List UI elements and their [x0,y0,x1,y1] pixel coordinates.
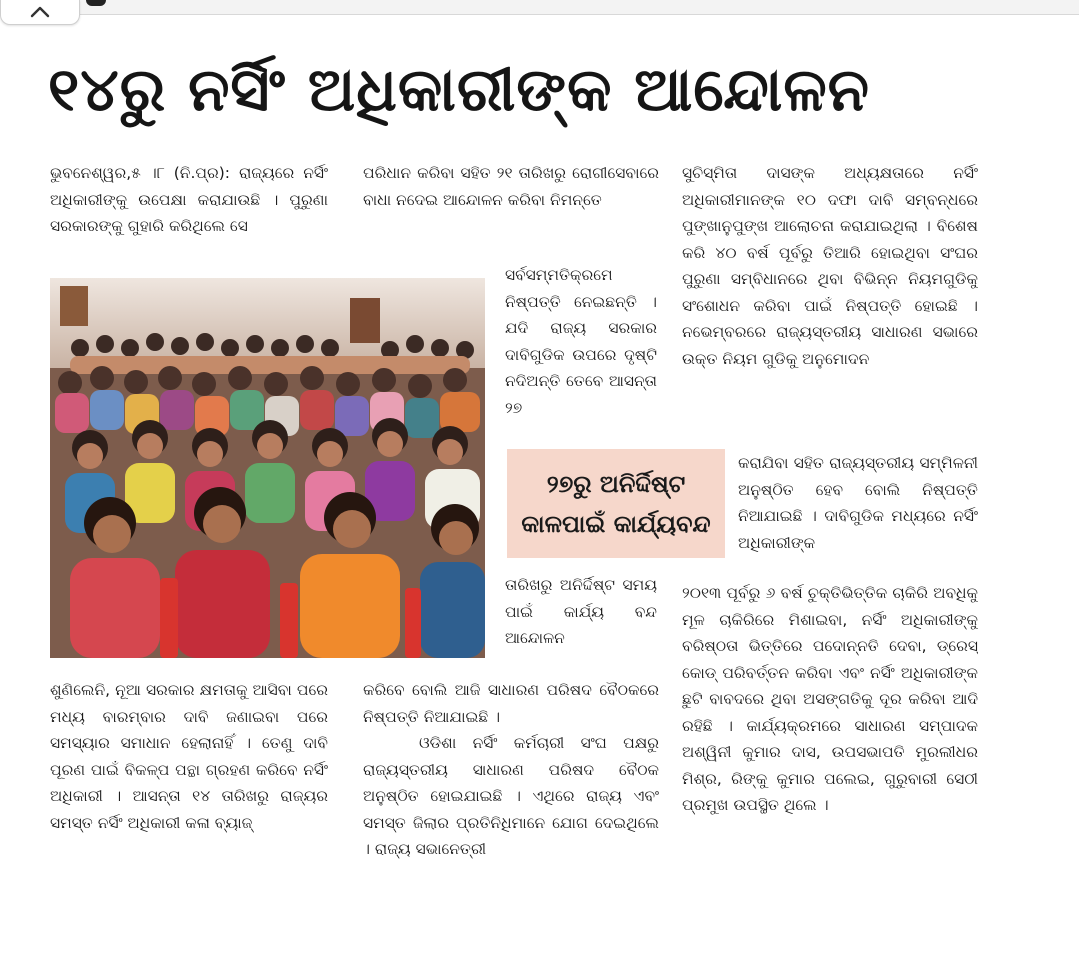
article-text: ସୁଚିସ୍ମିତା ଦାସଙ୍କ ଅଧ୍ୟକ୍ଷତାରେ ନର୍ସିଂ ଅଧିକାରୀମାନଙ୍କ ୧୦ ଦଫା ଦାବି ସମ୍ବନ୍ଧରେ ପୁଙ୍ଖାନୁପୁଙ୍ଖ ଆଲୋଚନା କରାଯାଇଥିଲା । ବିଶେଷ କରି ୪୦ ବର୍ଷ ପୂର୍ବରୁ ତିଆରି ହୋଇଥିବା ସଂଘର ପୁରୁଣା ସମ୍ବିଧାନରେ ଥିବା ବିଭିନ୍ନ ନିୟମଗୁଡିକୁ ସଂଶୋଧନ କରିବା ପାଇଁ ନିଷ୍ପତ୍ତି ହୋଇଛି । ନଭେମ୍ବରରେ ରାଜ୍ୟସ୍ତରୀୟ ସାଧାରଣ ସଭାରେ ଉକ୍ତ ନିୟମ ଗୁଡିକୁ ଅନୁମୋଦନ [682,164,978,368]
column-2-mid [505,572,657,657]
column-2-side [505,262,657,447]
highlight-box [507,449,725,558]
article-text: ତାରିଖରୁ ଅନିର୍ଦ୍ଦିଷ୍ଟ ସମୟ ପାଇଁ କାର୍ଯ୍ୟ ବନ୍ଦ ଆନ୍ଦୋଳନ [505,576,657,647]
column-1-top [50,160,328,270]
article-text: କରିବେ ବୋଲି ଆଜି ସାଧାରଣ ପରିଷଦ ବୈଠକରେ ନିଷ୍ପତ୍ତି ନିଆଯାଇଛି । [363,681,659,726]
article-text: ଓଡିଶା ନର୍ସିଂ କର୍ମଚାରୀ ସଂଘ ପକ୍ଷରୁ ରାଜ୍ୟସ୍ତରୀୟ ସାଧାରଣ ପରିଷଦ ବୈଠକ ଅନୁଷ୍ଠିତ ହୋଇଯାଇଛି । ଏଥିରେ ରାଜ୍ୟ ଏବଂ ସମସ୍ତ ଜିଲାର ପ୍ରତିନିଧିମାନେ ଯୋଗ ଦେଇଥିଲେ । ରାଜ୍ୟ ସଭାନେତ୍ରୀ [363,734,659,858]
article-text: କରାଯିବା ସହିତ ରାଜ୍ୟସ୍ତରୀୟ ସମ୍ମିଳନୀ ଅନୁଷ୍ଠିତ ହେବ ବୋଲି ନିଷ୍ପତ୍ତି ନିଆଯାଇଛି । ଦାବିଗୁଡିକ ମଧ୍ୟରେ ନର୍ସିଂ ଅଧିକାରୀଙ୍କ [738,454,978,552]
highlight-line-1: ୨୭ରୁ ଅନିର୍ଦ୍ଦିଷ୍ଟ [546,469,686,498]
column-3-bottom [682,580,978,892]
article-text: ଶୁଣିଲେନି, ନୂଆ ସରକାର କ୍ଷମତାକୁ ଆସିବା ପରେ ମଧ୍ୟ ବାରମ୍ବାର ଦାବି ଜଣାଇବା ପରେ ସମସ୍ୟାର ସମାଧାନ ହେଲାନାହିଁ । ତେଣୁ ଦାବି ପୂରଣ ପାଇଁ ବିକଳ୍ପ ପନ୍ଥା ଗ୍ରହଣ କରିବେ ନର୍ସିଂ ଅଧିକାରୀ । ଆସନ୍ତା ୧୪ ତାରିଖରୁ ରାଜ୍ୟର ସମସ୍ତ ନର୍ସିଂ ଅଧିକାରୀ କଳା ବ୍ୟାଜ୍ [50,681,328,832]
column-1-bottom [50,677,328,892]
column-3-side [738,450,978,580]
column-2-top [363,160,659,245]
viewer-top-bar [0,0,1079,15]
highlight-line-2: କାଳପାଇଁ କାର୍ଯ୍ୟବନ୍ଦ [521,509,711,538]
collapse-button[interactable] [0,0,80,25]
column-2-bottom [363,677,659,892]
article-text: ୨୦୧୩ ପୂର୍ବରୁ ୬ ବର୍ଷ ଚୁକ୍ତିଭିତ୍ତିକ ଚାକିରି ଅବଧିକୁ ମୂଳ ଚାକିରିରେ ମିଶାଇବା, ନର୍ସିଂ ଅଧିକାରୀଙ୍କୁ ବରିଷ୍ଠତା ଭିତ୍ତିରେ ପଦୋନ୍ନତି ଦେବା, ଡ୍ରେସ୍ କୋଡ୍ ପରିବର୍ତ୍ତନ କରିବା ଏବଂ ନର୍ସିଂ ଅଧିକାରୀଙ୍କ ଛୁଟି ବାବଦରେ ଥିବା ଅସଙ୍ଗତିକୁ ଦୂର କରିବା ଆଦି ରହିଛି । କାର୍ଯ୍ୟକ୍ରମରେ ସାଧାରଣ ସମ୍ପାଦକ ଅଶ୍ୱିନୀ କୁମାର ଦାସ, ଉପସଭାପତି ମୁରଲୀଧର ମିଶ୍ର, ରିଙ୍କୁ କୁମାର ପଲେଇ, ଗୁରୁବାରୀ ସେଠୀ ପ୍ରମୁଖ ଉପସ୍ଥିତ ଥିଲେ । [682,584,978,814]
article-text: ସର୍ବସମ୍ମତିକ୍ରମେ ନିଷ୍ପତ୍ତି ନେଇଛନ୍ତି । ଯଦି ରାଜ୍ୟ ସରକାର ଦାବିଗୁଡିକ ଉପରେ ଦୃଷ୍ଟି ନଦିଅନ୍ତି ତେବେ ଆସନ୍ତା ୨୭ [505,266,657,417]
news-photo [50,278,485,658]
headline: ୧୪ରୁ ନର୍ସିଂ ଅଧିକାରୀଙ୍କ ଆନ୍ଦୋଳନ [48,55,871,125]
article-text: ପରିଧାନ କରିବା ସହିତ ୨୧ ତାରିଖରୁ ରୋଗୀସେବାରେ ବାଧା ନଦେଇ ଆନ୍ଦୋଳନ କରିବା ନିମନ୍ତେ [363,164,659,209]
article-text: ଭୁବନେଶ୍ୱର,୫ ।୮ (ନି.ପ୍ର): ରାଜ୍ୟରେ ନର୍ସିଂ ଅଧିକାରୀଙ୍କୁ ଉପେକ୍ଷା କରାଯାଉଛି । ପୁରୁଣା ସରକାରଙ୍କୁ ଗୁହାରି କରିଥିଲେ ସେ [50,164,328,235]
chevron-up-icon [29,5,51,19]
column-3-top [682,160,978,450]
decorative-arc [86,0,106,6]
